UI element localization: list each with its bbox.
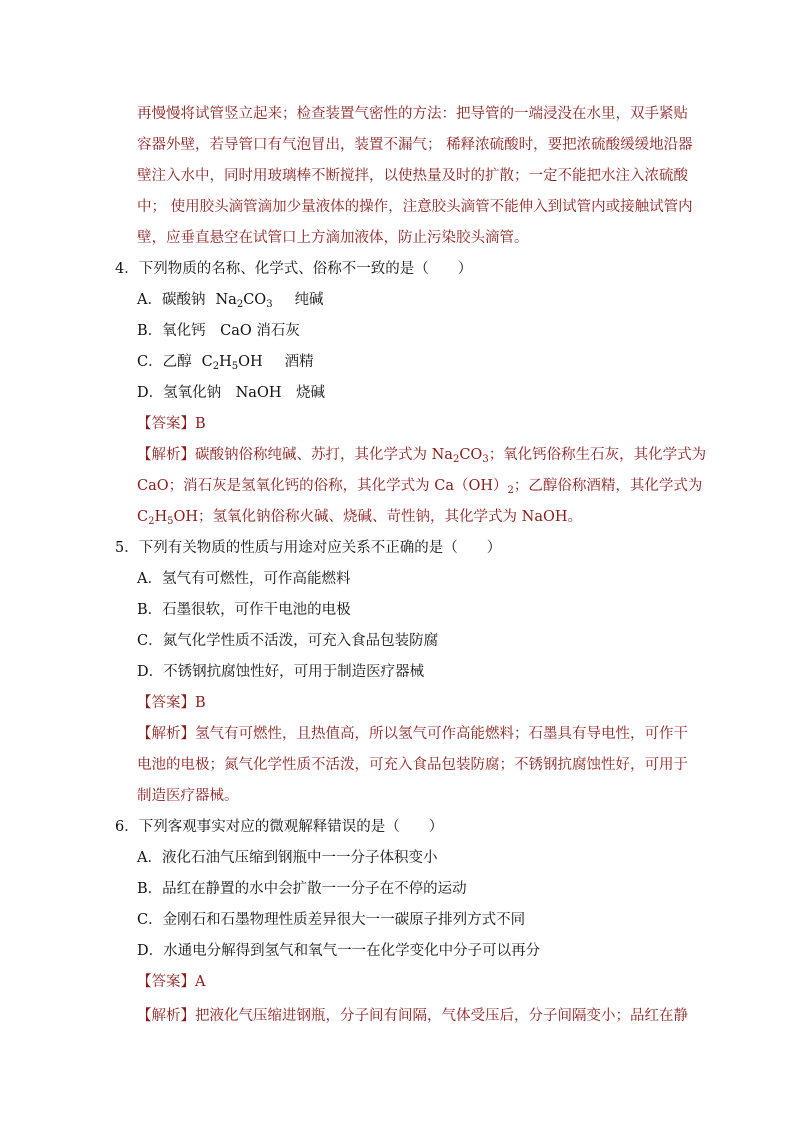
q4-option-b: B．氧化钙 CaO 消石灰 — [137, 323, 300, 339]
q5-analysis-line: 电池的电极；氮气化学性质不活泼，可充入食品包装防腐；不锈钢抗腐蚀性好，可用于 — [137, 757, 688, 773]
q5-analysis-line: 【解析】氢气有可燃性，且热值高，所以氢气可作高能燃料；石墨具有导电性，可作干 — [137, 726, 688, 742]
explanation-line: 壁，应垂直悬空在试管口上方滴加液体，防止污染胶头滴管。 — [137, 230, 529, 246]
explanation-line: 中； 使用胶头滴管滴加少量液体的操作，注意胶头滴管不能伸入到试管内或接触试管内 — [137, 199, 693, 215]
answer-tag: 【答案】 — [137, 695, 195, 711]
q5-option-c: C．氮气化学性质不活泼，可充入食品包装防腐 — [137, 633, 439, 649]
q4-option-c-common: 酒精 — [284, 354, 314, 370]
question-6-stem: 6．下列客观事实对应的微观解释错误的是（ ） — [115, 819, 444, 835]
explanation-line: 容器外壁，若导管口有气泡冒出，装置不漏气； 稀释浓硫酸时，要把浓硫酸缓缓地沿器 — [137, 137, 693, 153]
q6-answer — [137, 972, 205, 992]
q4-option-a-formula: $Na_2CO_3$ — [215, 292, 273, 310]
explanation-line: 再慢慢将试管竖立起来；检查装置气密性的方法：把导管的一端浸没在水里，双手紧贴 — [137, 106, 688, 122]
q4-option-c-name: C．乙醇 — [137, 354, 192, 370]
question-5-stem: 5．下列有关物质的性质与用途对应关系不正确的是（ ） — [115, 540, 502, 556]
q4-answer — [137, 414, 206, 434]
q6-option-d: D．水通电分解得到氢气和氧气一一在化学变化中分子可以再分 — [137, 943, 541, 959]
q5-option-d: D．不锈钢抗腐蚀性好，可用于制造医疗器械 — [137, 664, 425, 680]
q5-answer — [137, 693, 206, 713]
q4-analysis-line: 【解析】碳酸钠俗称纯碱、苏打，其化学式为 $Na_2CO_3$；氧化钙俗称生石灰，其化学式为 — [137, 447, 707, 465]
q5-option-a: A．氢气有可燃性，可作高能燃料 — [137, 571, 351, 587]
q4-analysis-line: $C_2H_5OH$；氢氧化钠俗称火碱、烧碱、苛性钠，其化学式为 NaOH。 — [137, 509, 583, 527]
q4-option-d: D．氢氧化钠 NaOH 烧碱 — [137, 385, 325, 401]
q6-option-b: B．品红在静置的水中会扩散一一分子在不停的运动 — [137, 881, 467, 897]
q5-analysis-line: 制造医疗器械。 — [137, 788, 239, 804]
answer-tag: 【答案】 — [137, 974, 195, 990]
answer-value: A — [195, 974, 206, 990]
q4-analysis-line: CaO；消石灰是氢氧化钙的俗称，其化学式为 $Ca(OH)_2$；乙醇俗称酒精，其化学式为 — [137, 478, 703, 496]
q4-option-c-formula: $C_2H_5OH$ — [201, 354, 263, 372]
q6-option-a: A．液化石油气压缩到钢瓶中一一分子体积变小 — [137, 850, 438, 866]
answer-value: B — [195, 695, 206, 711]
q4-option-c — [137, 352, 314, 372]
analysis-tag: 【解析】 — [137, 726, 195, 742]
analysis-tag: 【解析】 — [137, 447, 195, 463]
answer-value: B — [195, 416, 206, 432]
q4-option-a — [137, 290, 324, 310]
q4-option-a-name: A．碳酸钠 — [137, 292, 206, 308]
q6-option-c: C．金刚石和石墨物理性质差异很大一一碳原子排列方式不同 — [137, 912, 526, 928]
q4-option-a-common: 纯碱 — [294, 292, 324, 308]
question-4-stem: 4．下列物质的名称、化学式、俗称不一致的是（ ） — [115, 261, 473, 277]
analysis-tag: 【解析】 — [137, 1008, 195, 1024]
q5-option-b: B．石墨很软，可作干电池的电极 — [137, 602, 351, 618]
q6-analysis-line: 【解析】把液化气压缩进钢瓶，分子间有间隔，气体受压后，分子间隔变小；品红在静 — [137, 1008, 688, 1024]
answer-tag: 【答案】 — [137, 416, 195, 432]
explanation-line: 壁注入水中，同时用玻璃棒不断搅拌，以使热量及时的扩散；一定不能把水注入浓硫酸 — [137, 168, 688, 184]
